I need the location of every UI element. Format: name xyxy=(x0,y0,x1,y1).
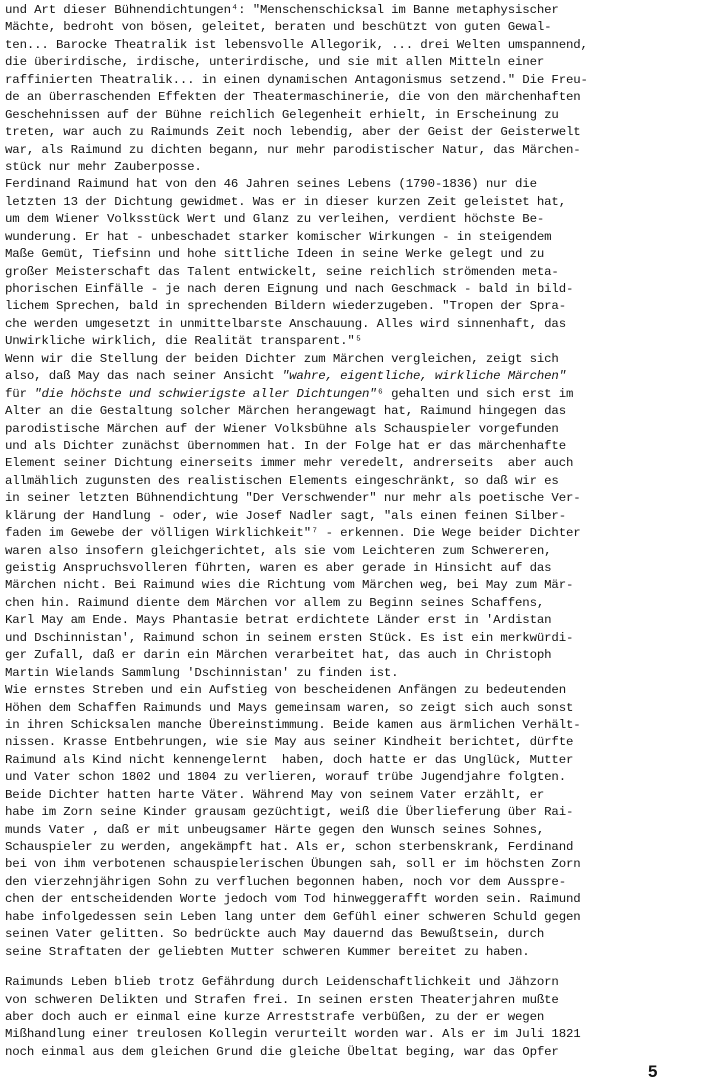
text-line: in seiner letzten Bühnendichtung "Der Verschwender" nur mehr als poetische Ver- xyxy=(5,491,581,506)
text-line: und Dschinnistan', Raimund schon in seinem ersten Stück. Es ist ein merkwürdi- xyxy=(5,630,574,645)
text-line: Mißhandlung einer treulosen Kollegin verurteilt worden war. Als er im Juli 1821 xyxy=(5,1027,581,1042)
text-line: den vierzehnjährigen Sohn zu verfluchen begonnen haben, noch vor dem Ausspre- xyxy=(5,874,566,889)
text-line: bei von ihm verbotenen schauspielerischen Übungen sah, soll er im höchsten Zorn xyxy=(5,857,581,872)
text-line: Karl May am Ende. Mays Phantasie betrat erdichtete Länder erst in 'Ardistan xyxy=(5,613,552,628)
text-line: treten, war auch zu Raimunds Zeit noch lebendig, aber der Geist der Geisterwelt xyxy=(5,125,581,140)
text-line: und Art dieser Bühnendichtungen⁴: "Menschenschicksal im Banne metaphysischer xyxy=(5,3,559,17)
italic-quote: "die höchste und schwierigste aller Dichtungen" xyxy=(34,386,377,401)
text-line: seinen Vater gelitten. So bedrückte auch May dauernd das Bewußtsein, durch xyxy=(5,927,545,942)
text-line: Schauspieler zu werden, angekämpft hat. Als er, schon sterbenskrank, Ferdinand xyxy=(5,840,574,854)
text-line: Wie ernstes Streben und ein Aufstieg von bescheidenen Anfängen zu bedeutenden xyxy=(5,683,566,698)
text-line xyxy=(5,386,701,403)
text-line: wunderung. Er hat - unbeschadet starker komischer Wirkungen - in steigendem xyxy=(5,229,552,244)
text-line: Raimunds Leben blieb trotz Gefährdung durch Leidenschaftlichkeit und Jähzorn xyxy=(5,975,559,990)
text-line: Wenn wir die Stellung der beiden Dichter zum Märchen vergleichen, zeigt sich xyxy=(5,351,559,366)
text-line: Raimund als Kind nicht kennengelernt haben, doch hatte er das Unglück, Mutter xyxy=(5,752,574,767)
text-line: Ferdinand Raimund hat von den 46 Jahren seines Lebens (1790-1836) nur die xyxy=(5,177,537,192)
text-line: nissen. Krasse Entbehrungen, wie sie May aus seiner Kindheit berichtet, dürfte xyxy=(5,735,574,750)
text-line: waren also insofern gleichgerichtet, als sie vom Leichteren zum Schwereren, xyxy=(5,543,552,558)
text-line: habe im Zorn seine Kinder grausam gezüchtigt, weiß die Überlieferung über Rai- xyxy=(5,805,574,820)
text-line: chen der entscheidenden Worte jedoch vom Tod hinweggerafft worden sein. Raimund xyxy=(5,892,581,907)
text-line: ten... Barocke Theatralik ist lebensvolle Allegorik, ... drei Welten umspannend, xyxy=(5,37,588,52)
text-segment: also, daß May das nach seiner Ansicht xyxy=(5,369,282,384)
text-line: klärung der Handlung - oder, wie Josef Nadler sagt, "als einen feinen Silber- xyxy=(5,508,566,523)
text-line: von schweren Delikten und Strafen frei. In seinen ersten Theaterjahren mußte xyxy=(5,992,559,1007)
text-line: Maße Gemüt, Tiefsinn und hohe sittliche Ideen in seine Werke gelegt und zu xyxy=(5,247,545,262)
text-line: de an überraschenden Effekten der Theatermaschinerie, die von den märchenhaften xyxy=(5,90,581,105)
text-line: seine Straftaten der geliebten Mutter schweren Kummer bereitet zu haben. xyxy=(5,944,530,959)
text-line: letzten 13 der Dichtung gewidmet. Was er in dieser kurzen Zeit geleistet hat, xyxy=(5,194,566,209)
text-line: geistig Anspruchsvolleren führten, waren es aber gerade in Hinsicht auf das xyxy=(5,561,552,575)
text-line: Märchen nicht. Bei Raimund wies die Richtung vom Märchen weg, bei May zum Mär- xyxy=(5,578,574,593)
text-line: noch einmal aus dem gleichen Grund die gleiche Übeltat beging, war das Opfer xyxy=(5,1044,559,1059)
text-line: lichem Sprechen, bald in sprechenden Bildern wiederzugeben. "Tropen der Spra- xyxy=(5,299,566,314)
text-line: allmählich zugunsten des realistischen Elements eingeschränkt, so daß wir es xyxy=(5,473,559,488)
text-line: munds Vater , daß er mit unbeugsamer Härte gegen den Wunsch seines Sohnes, xyxy=(5,822,545,837)
text-line: raffinierten Theatralik... in einen dynamischen Antagonismus setzend." Die Freu- xyxy=(5,72,588,87)
text-segment: ⁶ gehalten und sich erst im xyxy=(376,386,574,401)
text-line: um dem Wiener Volksstück Wert und Glanz zu verleihen, verdient höchste Be- xyxy=(5,212,545,227)
text-line: und Vater schon 1802 und 1804 zu verlieren, worauf trübe Jugendjahre folgten. xyxy=(5,770,566,785)
text-line: habe infolgedessen sein Leben lang unter dem Gefühl einer schweren Schuld gegen xyxy=(5,909,581,924)
text-line: Höhen dem Schaffen Raimunds und Mays gemeinsam waren, so zeigt sich auch sonst xyxy=(5,700,574,715)
text-line: chen hin. Raimund diente dem Märchen vor allem zu Beginn seines Schaffens, xyxy=(5,595,545,610)
text-line: war, als Raimund zu dichten begann, nur mehr parodistischer Natur, das Märchen- xyxy=(5,142,581,157)
text-line: Unwirkliche wirklich, die Realität transparent."⁵ xyxy=(5,334,362,349)
text-line: ger Zufall, daß er darin ein Märchen verarbeitet hat, das auch in Christoph xyxy=(5,648,552,663)
text-line: Element seiner Dichtung einerseits immer mehr veredelt, andrerseits aber auch xyxy=(5,456,574,471)
text-line: faden im Gewebe der völligen Wirklichkeit"⁷ - erkennen. Die Wege beider Dichter xyxy=(5,526,581,541)
page-number: 5 xyxy=(648,1062,658,1081)
text-line: phorischen Einfälle - je nach deren Eignung und nach Geschmack - bald in bild- xyxy=(5,282,574,296)
text-line: und als Dichter zunächst übernommen hat. In der Folge hat er das märchenhafte xyxy=(5,438,566,453)
body-text xyxy=(5,2,701,1061)
text-line: die überirdische, irdische, unterirdische, und sie mit allen Mitteln einer xyxy=(5,55,545,70)
text-line: che werden umgesetzt in unmittelbarste Anschauung. Alles wird sinnenhaft, das xyxy=(5,316,566,331)
text-line: Mächte, bedroht von bösen, geleitet, beraten und beschützt von guten Gewal- xyxy=(5,20,552,35)
text-line: Geschehnissen auf der Bühne reichlich Gelegenheit erhielt, in Erscheinung zu xyxy=(5,107,559,122)
text-line xyxy=(5,368,701,385)
text-line: in ihren Schicksalen manche Übereinstimmung. Beide kamen aus ärmlichen Verhält- xyxy=(5,717,581,732)
text-line: Beide Dichter hatten harte Väter. Während May von seinem Vater erzählt, er xyxy=(5,787,545,802)
text-line: Martin Wielands Sammlung 'Dschinnistan' zu finden ist. xyxy=(5,665,399,680)
text-line: Alter an die Gestaltung solcher Märchen herangewagt hat, Raimund hingegen das xyxy=(5,404,566,419)
text-line: großer Meisterschaft das Talent entwickelt, seine reichlich strömenden meta- xyxy=(5,264,559,279)
text-line: stück nur mehr Zauberposse. xyxy=(5,159,202,174)
text-line: aber doch auch er einmal eine kurze Arreststrafe verbüßen, zu der er wegen xyxy=(5,1009,545,1024)
italic-quote: "wahre, eigentliche, wirkliche Märchen" xyxy=(281,369,566,384)
text-line: parodistische Märchen auf der Wiener Volksbühne als Schauspieler vorgefunden xyxy=(5,421,559,436)
text-segment: für xyxy=(5,386,35,401)
